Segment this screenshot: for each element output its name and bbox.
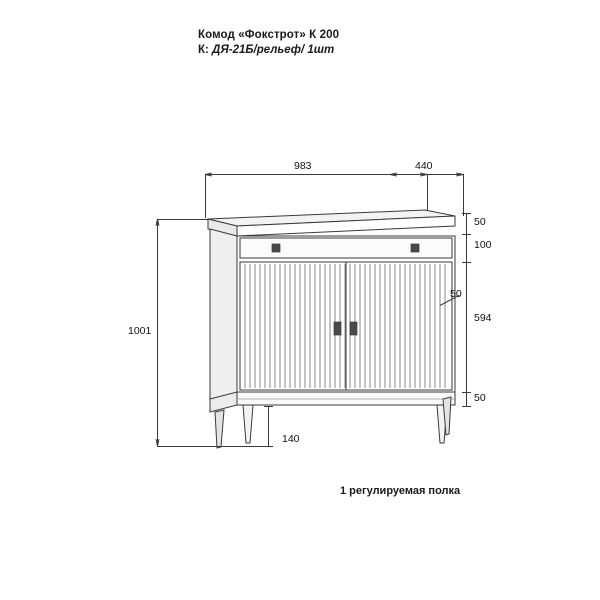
dim-1001-line bbox=[157, 219, 158, 446]
dim-plinth50-tick-bottom bbox=[462, 406, 471, 407]
dim-top50-label: 50 bbox=[474, 216, 486, 228]
dim-1001-ext-bottom bbox=[157, 446, 267, 447]
dim-983-ext-left bbox=[205, 174, 206, 218]
dim-1001-arrow-down bbox=[154, 439, 161, 446]
dim-140-tick-bottom bbox=[264, 446, 273, 447]
subtitle-text: ДЯ-21Б/рельеф/ 1шт bbox=[208, 44, 335, 56]
dim-100-label: 100 bbox=[474, 239, 492, 251]
shelf-note: 1 регулируемая полка bbox=[340, 485, 461, 497]
dim-140-label: 140 bbox=[282, 433, 300, 445]
dim-plinth50-label: 50 bbox=[474, 392, 486, 404]
dim-top50-tick-top bbox=[462, 213, 471, 214]
dim-top50-line bbox=[466, 213, 467, 234]
subtitle-prefix: К: bbox=[198, 44, 209, 56]
dim-440-label: 440 bbox=[415, 160, 433, 172]
dim-594-line bbox=[466, 262, 467, 392]
dim-100-line bbox=[466, 234, 467, 262]
dim-1001-arrow-up bbox=[154, 219, 161, 226]
dim-440-arrow-right bbox=[456, 171, 463, 178]
dim-plinth50-line bbox=[466, 392, 467, 406]
dim-shelf50-label: 50 bbox=[450, 288, 462, 300]
dim-1001-label: 1001 bbox=[128, 325, 152, 337]
dim-1001-ext-top bbox=[157, 219, 209, 220]
dim-983-ext-right bbox=[427, 174, 428, 210]
dim-440-ext-right bbox=[463, 174, 464, 216]
page-title: Комод «Фокстрот» К 200 bbox=[198, 29, 340, 41]
dim-983-arrow-left bbox=[205, 171, 212, 178]
dim-440-line bbox=[390, 174, 463, 175]
dim-594-label: 594 bbox=[474, 312, 492, 324]
dim-983-label: 983 bbox=[294, 160, 312, 172]
dim-140-line bbox=[268, 406, 269, 446]
dim-140-tick-top bbox=[264, 406, 273, 407]
dim-440-arrow-left bbox=[390, 171, 397, 178]
